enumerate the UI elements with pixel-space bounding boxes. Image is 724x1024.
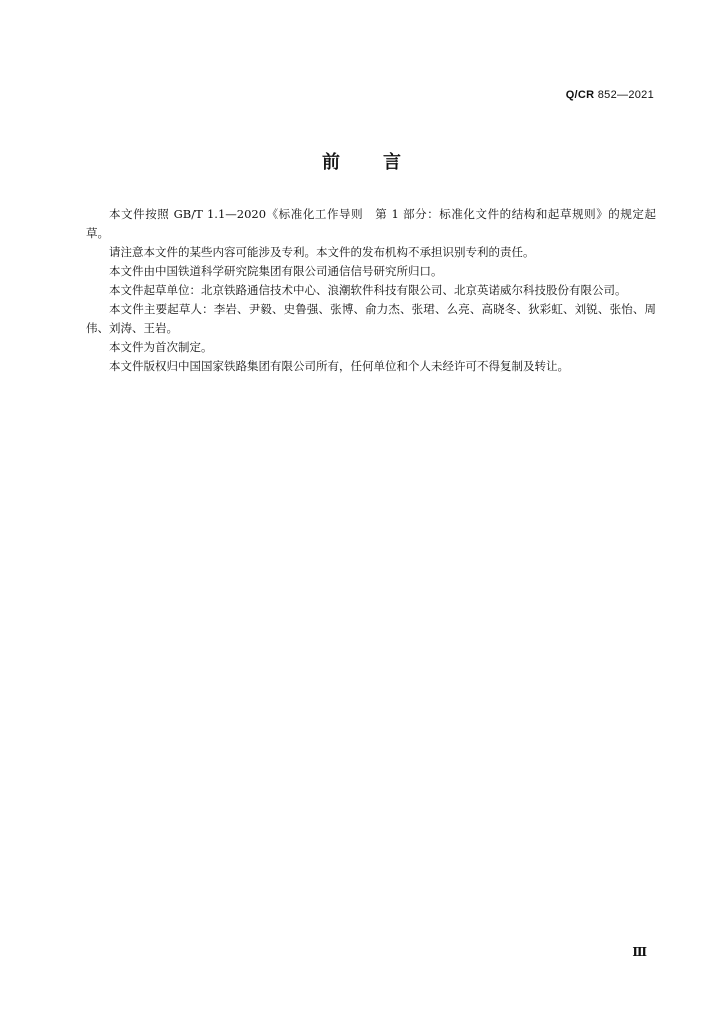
standard-code-number: 852—2021 xyxy=(597,89,654,101)
paragraph-patent-notice: 请注意本文件的某些内容可能涉及专利。本文件的发布机构不承担识别专利的责任。 xyxy=(109,245,535,259)
paragraph-drafters: 本文件主要起草人：李岩、尹毅、史鲁强、张博、俞力杰、张珺、么亮、高晓冬、狄彩虹、刘锐、张怡、周伟、刘涛、王岩。 xyxy=(86,302,656,335)
standard-code-prefix: Q/CR xyxy=(565,89,595,101)
paragraph-drafting-units: 本文件起草单位：北京铁路通信技术中心、浪潮软件科技有限公司、北京英诺威尔科技股份有限公司。 xyxy=(109,283,627,297)
paragraph-first-edition: 本文件为首次制定。 xyxy=(109,340,213,354)
page-number: Ⅲ xyxy=(632,945,647,959)
standard-code xyxy=(566,89,654,101)
paragraph-responsible-unit: 本文件由中国铁道科学研究院集团有限公司通信信号研究所归口。 xyxy=(109,264,443,278)
foreword-body xyxy=(86,205,656,376)
section-title xyxy=(0,148,724,174)
paragraph-copyright: 本文件版权归中国国家铁路集团有限公司所有，任何单位和个人未经许可不得复制及转让。 xyxy=(109,359,569,373)
section-title-part2: 言 xyxy=(383,152,402,173)
section-title-part1: 前 xyxy=(322,152,341,173)
paragraph-drafting-rules: 本文件按照 GB/T 1.1—2020《标准化工作导则 第 1 部分：标准化文件的结构和起草规则》的规定起草。 xyxy=(86,207,656,240)
